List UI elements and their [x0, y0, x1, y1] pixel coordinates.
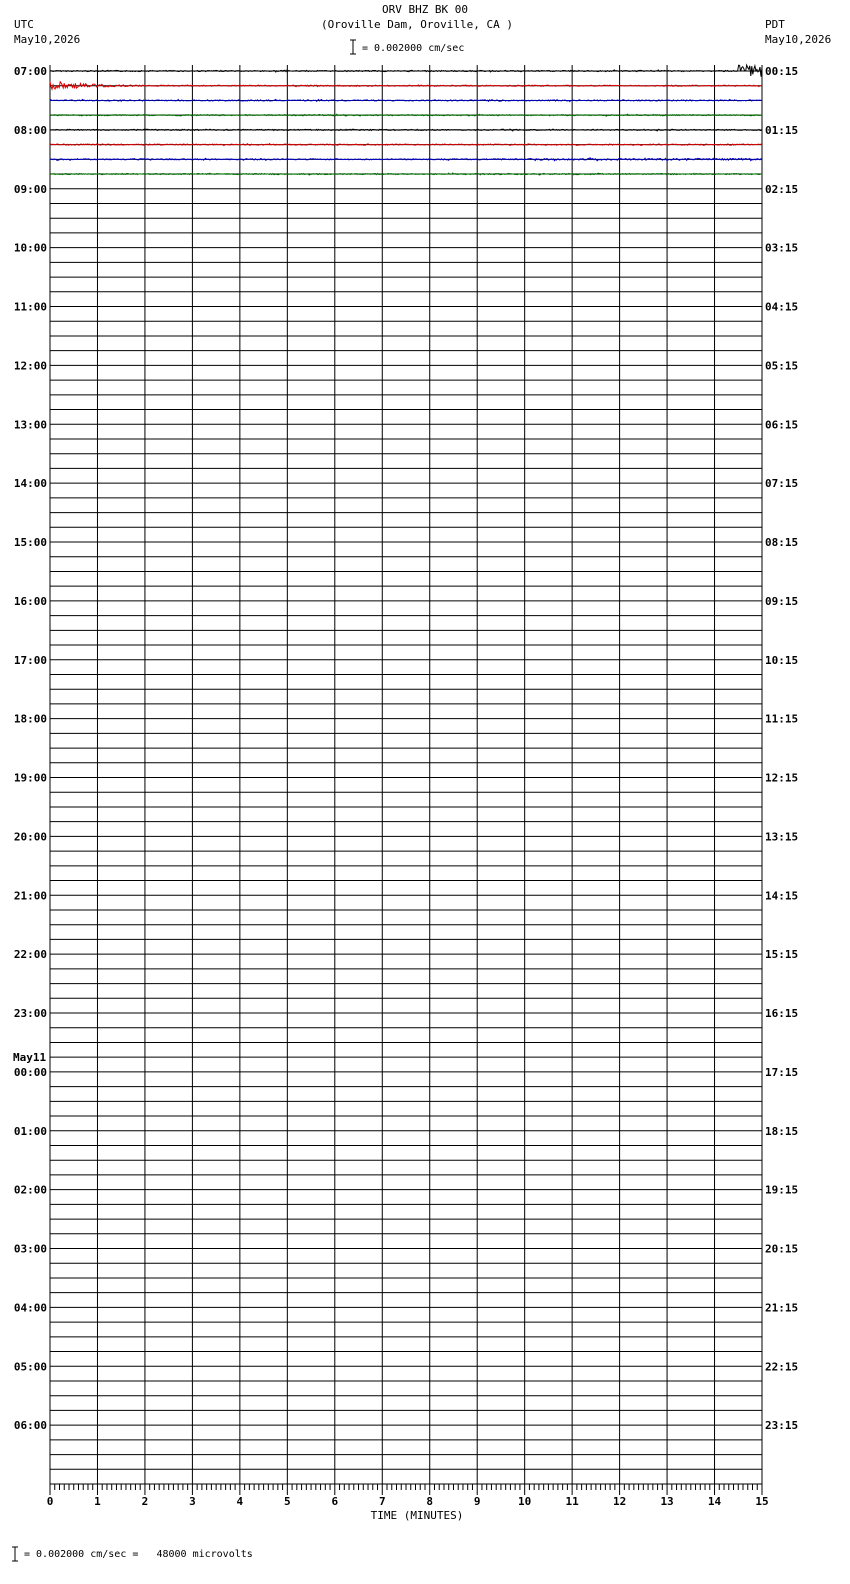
x-tick-label: 2 — [141, 1495, 149, 1508]
utc-date-change-label: May11 — [13, 1050, 47, 1064]
scale-label: = 0.002000 cm/sec — [362, 43, 465, 54]
utc-label: 23:00 — [13, 1007, 47, 1020]
utc-label: 18:00 — [13, 712, 47, 726]
chart-title: ORV BHZ BK 00 — [381, 3, 469, 16]
x-tick-label: 15 — [755, 1495, 769, 1508]
x-tick-label: 0 — [46, 1495, 54, 1508]
x-tick-label: 12 — [612, 1495, 627, 1508]
pdt-label: 22:15 — [765, 1360, 799, 1374]
x-tick-label: 14 — [707, 1495, 722, 1508]
pdt-label: 10:15 — [765, 653, 799, 667]
pdt-label: 00:15 — [765, 65, 799, 78]
pdt-label: 07:15 — [765, 477, 799, 491]
chart-subtitle: (Oroville Dam, Oroville, CA ) — [320, 18, 514, 31]
pdt-label: 20:15 — [765, 1242, 799, 1256]
utc-label: 02:00 — [13, 1183, 47, 1197]
x-tick-label: 6 — [331, 1495, 339, 1508]
utc-label: 12:00 — [13, 359, 47, 373]
x-tick-label: 4 — [236, 1495, 244, 1508]
utc-label: 03:00 — [13, 1242, 47, 1256]
pdt-label: 04:15 — [765, 300, 799, 314]
pdt-label: 03:15 — [765, 241, 799, 255]
utc-label: 06:00 — [13, 1419, 47, 1433]
utc-hour-labels — [13, 65, 47, 1432]
scale-bar-icon — [350, 40, 356, 54]
right-timezone: PDT — [765, 18, 785, 31]
pdt-label: 02:15 — [765, 182, 799, 196]
utc-label: 17:00 — [13, 653, 47, 667]
left-timezone: UTC — [14, 18, 34, 31]
x-tick-label: 11 — [565, 1495, 579, 1508]
x-tick-label: 1 — [94, 1495, 101, 1508]
pdt-label: 13:15 — [765, 830, 799, 844]
x-tick-label: 10 — [518, 1495, 532, 1508]
pdt-label: 15:15 — [765, 948, 799, 962]
pdt-label: 12:15 — [765, 771, 799, 785]
x-tick-label: 5 — [284, 1495, 291, 1508]
trace-row-2 — [50, 99, 762, 101]
utc-label: 10:00 — [13, 241, 47, 255]
x-axis-label: TIME (MINUTES) — [370, 1509, 464, 1522]
utc-label: 16:00 — [13, 594, 47, 608]
utc-label: 20:00 — [13, 830, 47, 844]
pdt-label: 01:15 — [765, 123, 799, 137]
pdt-label: 08:15 — [765, 536, 799, 549]
trace-row-0 — [50, 65, 762, 77]
pdt-label: 23:15 — [765, 1419, 799, 1433]
seismic-traces — [50, 65, 762, 175]
utc-label: 08:00 — [13, 123, 47, 137]
pdt-label: 19:15 — [765, 1183, 799, 1197]
pdt-label: 17:15 — [765, 1065, 799, 1079]
utc-label: 11:00 — [13, 300, 47, 314]
trace-row-5 — [50, 144, 762, 146]
left-date: May10,2026 — [14, 33, 81, 46]
utc-label: 07:00 — [13, 65, 47, 78]
footer-scale-label: = 0.002000 cm/sec = 48000 microvolts — [24, 1549, 253, 1560]
pdt-label: 11:15 — [765, 712, 799, 726]
trace-row-6 — [50, 158, 762, 161]
x-tick-label: 9 — [473, 1495, 481, 1508]
x-tick-label: 13 — [660, 1495, 674, 1508]
x-tick-label: 7 — [378, 1495, 386, 1508]
right-date: May10,2026 — [765, 33, 832, 46]
utc-label: 09:00 — [13, 182, 47, 196]
pdt-label: 06:15 — [765, 418, 799, 432]
trace-row-3 — [50, 114, 762, 116]
pdt-label: 18:15 — [765, 1124, 799, 1138]
pdt-label: 16:15 — [765, 1007, 799, 1020]
footer-scale-bar-icon — [12, 1547, 18, 1561]
pdt-label: 09:15 — [765, 594, 799, 608]
utc-label: 19:00 — [13, 771, 47, 785]
trace-row-4 — [50, 129, 762, 131]
utc-label: 21:00 — [13, 889, 47, 903]
utc-label: 00:00 — [13, 1065, 47, 1079]
utc-label: 14:00 — [13, 477, 47, 491]
pdt-hour-labels — [765, 65, 798, 1432]
utc-label: 22:00 — [13, 948, 47, 962]
plot-grid — [50, 65, 762, 1484]
trace-row-7 — [50, 173, 762, 175]
utc-label: 01:00 — [13, 1124, 47, 1138]
pdt-label: 21:15 — [765, 1301, 799, 1315]
x-axis — [47, 1484, 769, 1508]
utc-label: 13:00 — [13, 418, 47, 432]
pdt-label: 05:15 — [765, 359, 799, 373]
utc-label: 04:00 — [13, 1301, 47, 1315]
x-tick-label: 8 — [426, 1495, 434, 1508]
utc-label: 15:00 — [13, 536, 47, 549]
utc-label: 05:00 — [13, 1360, 47, 1374]
x-tick-label: 3 — [189, 1495, 196, 1508]
pdt-label: 14:15 — [765, 889, 799, 903]
